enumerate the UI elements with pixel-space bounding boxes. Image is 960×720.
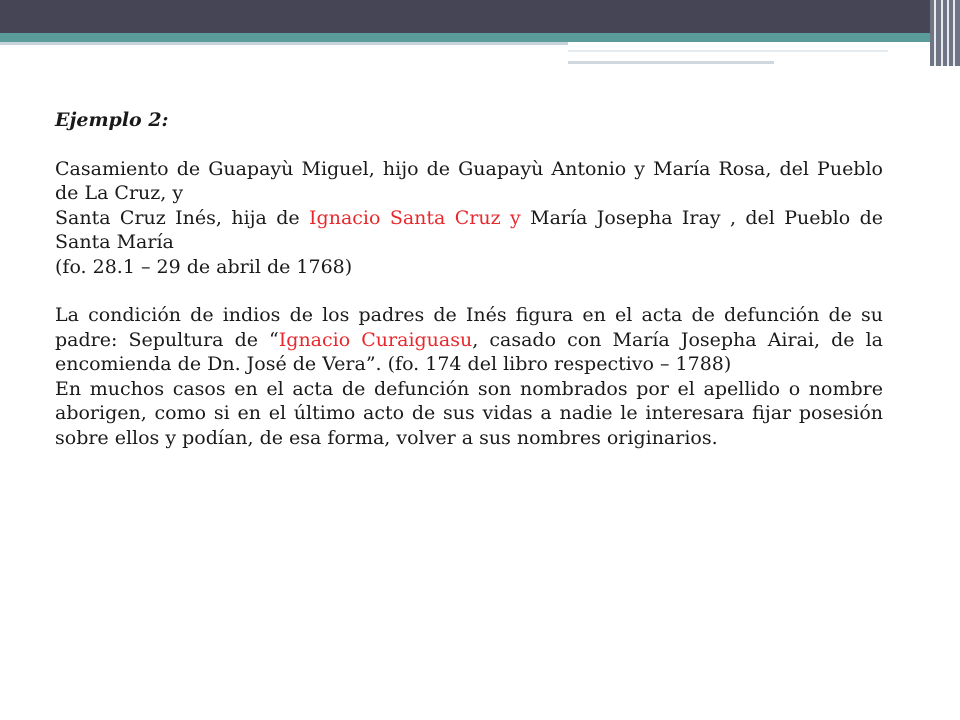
corner-line	[953, 0, 955, 66]
death-record-suffix: , casado con María Josepha Airai, de la encomienda de Dn. José de Vera”. (fo. 174 del libro respectivo – 1788)	[55, 328, 884, 375]
decorative-strip	[568, 61, 774, 64]
marriage-citation: (fo. 28.1 – 29 de abril de 1768)	[55, 255, 353, 278]
corner-line	[941, 0, 943, 66]
conclusion-paragraph: En muchos casos en el acta de defunción son nombrados por el apellido o nombre aborigen, como si en el último acto de sus vidas a nadie le interesara fijar posesión sobre ellos y podían, de esa forma, volver a sus nombres originarios.	[55, 377, 883, 449]
marriage-record-paragraph	[55, 157, 883, 280]
marriage-line-groom: Casamiento de Guapayù Miguel, hijo de Guapayù Antonio y María Rosa, del Pueblo de La Cruz, y	[55, 157, 883, 204]
corner-decoration	[930, 0, 960, 66]
corner-line	[947, 0, 949, 66]
corner-line	[934, 0, 936, 66]
decorative-strip	[568, 50, 888, 52]
death-record-paragraph	[55, 303, 883, 377]
slide-header-bar	[0, 0, 960, 33]
highlighted-aboriginal-name: Ignacio Curaiguasu	[278, 328, 473, 351]
example-heading: Ejemplo 2:	[55, 109, 169, 131]
marriage-line-bride-prefix: Santa Cruz Inés, hija de	[55, 206, 310, 229]
slide-accent-band	[0, 33, 960, 42]
death-record-prefix: La condición de indios de los padres de Inés figura en el acta de defunción de su padre: Sepultura de “	[55, 304, 883, 351]
highlighted-father-name: Ignacio Santa Cruz y	[309, 206, 521, 229]
paragraph-gap	[55, 279, 883, 303]
slide-content	[55, 108, 883, 450]
decorative-strip	[0, 42, 568, 45]
marriage-line-bride-suffix: María Josepha Iray , del Pueblo de Santa María	[55, 206, 883, 253]
